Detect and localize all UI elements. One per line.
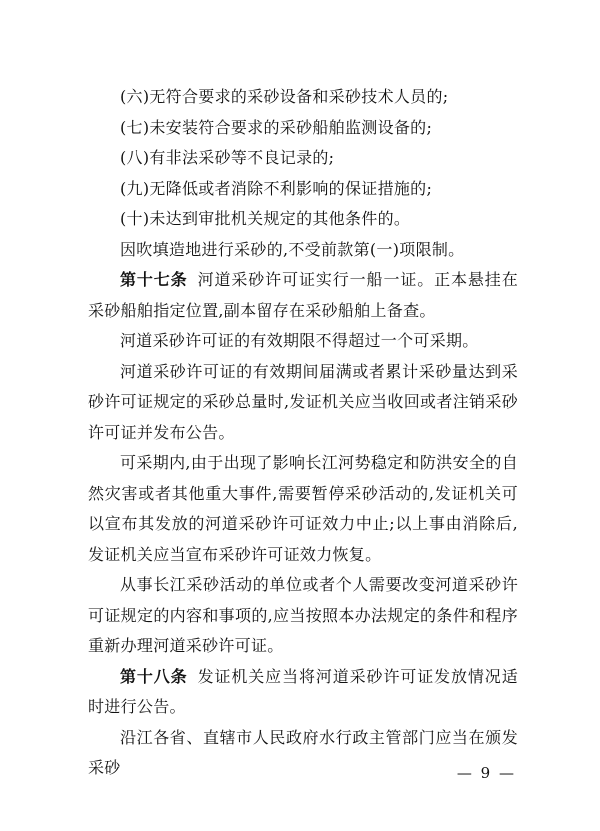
paragraph: 因吹填造地进行采砂的,不受前款第(一)项限制。	[120, 239, 465, 259]
paragraph: 可采期内,由于出现了影响长江河势稳定和防洪安全的自然灾害或者其他重大事件,需要暂停采砂活动的,发证机关可以宣布其发放的河道采砂许可证效力中止;以上事由消除后,发证机关应当宣布采砂许可证效力恢复。	[88, 453, 518, 564]
paragraph: 河道采砂许可证的有效期间届满或者累计采砂量达到采砂许可证规定的采砂总量时,发证机关应当收回或者注销采砂许可证并发布公告。	[88, 361, 518, 442]
article-paragraph	[88, 662, 518, 723]
article-text: 河道采砂许可证实行一船一证。正本悬挂在采砂船舶指定位置,副本留存在采砂船舶上备查。	[88, 270, 519, 320]
paragraph: (八)有非法采砂等不良记录的;	[120, 148, 335, 167]
paragraph: (六)无符合要求的采砂设备和采砂技术人员的;	[120, 87, 449, 106]
paragraph: (十)未达到审批机关规定的其他条件的。	[120, 209, 411, 228]
article-text: 发证机关应当将河道采砂许可证发放情况适时进行公告。	[88, 666, 519, 716]
paragraph: 沿江各省、直辖市人民政府水行政主管部门应当在颁发采砂	[88, 727, 518, 777]
paragraph: 从事长江采砂活动的单位或者个人需要改变河道采砂许可证规定的内容和事项的,应当按照本办法规定的条件和程序重新办理河道采砂许可证。	[88, 575, 518, 655]
article-number: 第十八条	[120, 666, 188, 686]
document-body	[88, 82, 518, 784]
paragraph: (九)无降低或者消除不利影响的保证措施的;	[120, 178, 433, 198]
article-number: 第十七条	[120, 270, 188, 289]
paragraph: (七)未安装符合要求的采砂船舶监测设备的;	[120, 117, 433, 137]
paragraph: 河道采砂许可证的有效期限不得超过一个可采期。	[120, 331, 479, 350]
page-number: — 9 —	[456, 764, 516, 782]
article-paragraph	[88, 265, 518, 326]
